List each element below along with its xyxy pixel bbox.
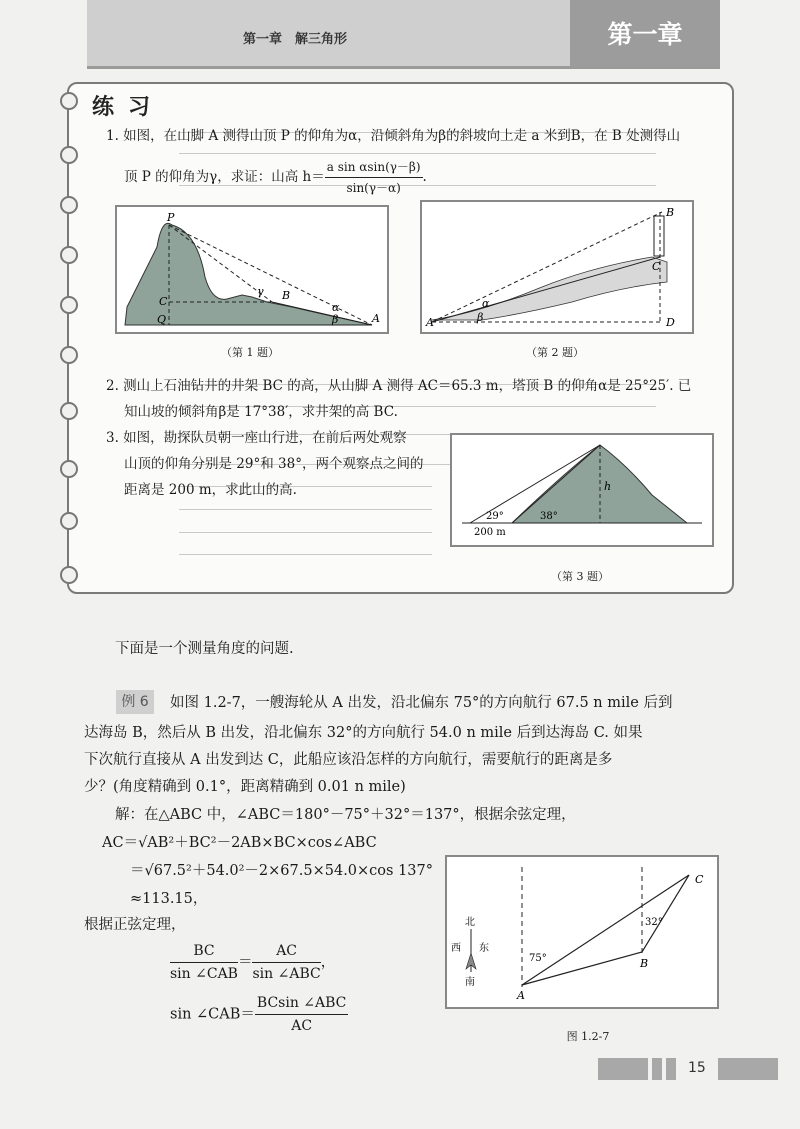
binder-ring-icon — [60, 460, 78, 478]
equation-substitution: ＝√67.5²＋54.0²－2×67.5×54.0×cos 137° — [130, 863, 434, 879]
compass-west: 西 — [451, 943, 461, 954]
label-Q: Q — [157, 313, 167, 326]
figure-3-caption: （第 3 题） — [551, 570, 609, 583]
equals-sign: ＝ — [237, 954, 253, 971]
height-formula — [325, 157, 423, 198]
label-32: 32° — [645, 917, 663, 928]
oil-derrick-diagram — [422, 202, 692, 332]
sin-cab-equation — [170, 992, 348, 1037]
label-B: B — [282, 289, 291, 302]
figure-1-2-7 — [445, 855, 719, 1009]
label-B: B — [666, 206, 675, 219]
label-gamma: γ — [257, 285, 264, 298]
question-1-line-2 — [124, 157, 427, 198]
sine-rule-equation — [170, 940, 335, 985]
question-1-text: 顶 P 的仰角为γ，求证：山高 h＝ — [124, 169, 325, 185]
fraction-numerator: BCsin ∠ABC — [255, 992, 349, 1015]
fraction-numerator: BC — [170, 940, 238, 963]
figure-2-caption: （第 2 题） — [526, 346, 584, 359]
label-A: A — [372, 312, 380, 325]
figure-3 — [450, 433, 714, 547]
fraction-denominator: sin ∠ABC — [252, 966, 321, 982]
label-75: 75° — [529, 953, 547, 964]
chapter-tab: 第一章 — [570, 0, 720, 66]
formula-numerator: a sin αsin(γ－β) — [325, 157, 423, 178]
example-6-line-2: 达海岛 B，然后从 B 出发，沿北偏东 32°的方向航行 54.0 n mile 后到达海岛 C. 如果 — [84, 725, 643, 741]
equation-lhs: sin ∠CAB＝ — [170, 1006, 255, 1023]
question-2-line-2: 知山坡的倾斜角β是 17°38′，求井架的高 BC. — [124, 404, 398, 420]
question-3-line-2: 山顶的仰角分别是 29°和 38°，两个观察点之间的 — [124, 456, 424, 472]
label-C: C — [652, 260, 661, 273]
formula-period: . — [422, 169, 427, 185]
binder-ring-icon — [60, 92, 78, 110]
binder-ring-icon — [60, 196, 78, 214]
comma: ， — [320, 954, 336, 971]
label-P: P — [167, 211, 175, 224]
mountain-slope-diagram — [117, 207, 387, 332]
binder-ring-icon — [60, 146, 78, 164]
label-beta: β — [332, 313, 339, 326]
label-29: 29° — [486, 511, 504, 522]
binder-ring-icon — [60, 246, 78, 264]
binder-ring-icon — [60, 512, 78, 530]
fraction-bcsin — [255, 992, 349, 1037]
formula-denominator: sin(γ－α) — [346, 181, 401, 195]
fraction-bc — [170, 940, 238, 985]
compass-east: 东 — [479, 943, 489, 954]
mountain-observation-diagram — [452, 435, 712, 545]
binder-ring-icon — [60, 296, 78, 314]
fraction-denominator: sin ∠CAB — [170, 966, 238, 982]
fraction-numerator: AC — [252, 940, 320, 963]
chapter-running-title: 第一章 解三角形 — [242, 32, 347, 47]
label-alpha: α — [332, 301, 340, 314]
example-6-tag: 例 6 — [116, 690, 154, 714]
label-D: D — [666, 316, 675, 329]
binder-ring-icon — [60, 566, 78, 584]
label-A: A — [517, 989, 525, 1002]
question-1-line-1: 1. 如图，在山脚 A 测得山顶 P 的仰角为α，沿倾斜角为β的斜坡向上走 a 米到B，在 B 处测得山 — [106, 128, 681, 144]
solution-line-1: 解：在△ABC 中，∠ABC＝180°－75°＋32°＝137°，根据余弦定理， — [115, 807, 576, 823]
binder-ring-icon — [60, 402, 78, 420]
figure-2 — [420, 200, 694, 334]
sine-rule-intro: 根据正弦定理， — [84, 917, 186, 933]
label-38: 38° — [540, 511, 558, 522]
label-C: C — [159, 295, 168, 308]
label-A: A — [426, 316, 434, 329]
example-6-line-1: 如图 1.2-7，一艘海轮从 A 出发，沿北偏东 75°的方向航行 67.5 n mile 后到 — [170, 695, 673, 711]
fraction-ac — [252, 940, 320, 985]
figure-1 — [115, 205, 389, 334]
label-alpha: α — [482, 297, 490, 310]
label-h: h — [604, 480, 612, 493]
equation-result: ≈113.15， — [130, 891, 208, 907]
intro-text: 下面是一个测量角度的问题. — [115, 641, 294, 657]
navigation-diagram — [447, 857, 717, 1007]
question-2-line-1: 2. 测山上石油钻井的井架 BC 的高，从山脚 A 测得 AC＝65.3 m，塔顶 B 的仰角α是 25°25′. 已 — [106, 378, 692, 394]
figure-1-2-7-caption: 图 1.2-7 — [566, 1030, 610, 1043]
label-200m: 200 m — [474, 527, 506, 538]
exercise-title: 练习 — [92, 95, 165, 120]
example-6-line-3: 下次航行直接从 A 出发到达 C，此船应该沿怎样的方向航行，需要航行的距离是多 — [84, 752, 613, 768]
figure-1-caption: （第 1 题） — [221, 346, 279, 359]
equation-cosine-rule: AC＝√AB²＋BC²－2AB×BC×cos∠ABC — [102, 835, 377, 851]
page-number: 15 — [688, 1060, 706, 1076]
compass-south: 南 — [465, 977, 475, 988]
label-B: B — [640, 957, 649, 970]
binder-ring-icon — [60, 346, 78, 364]
compass-north: 北 — [465, 917, 475, 928]
fraction-denominator: AC — [291, 1018, 313, 1034]
label-beta: β — [477, 311, 484, 324]
question-3-line-3: 距离是 200 m，求此山的高. — [124, 482, 297, 498]
compass-icon — [451, 916, 489, 988]
example-6-line-4: 少？(角度精确到 0.1°，距离精确到 0.01 n mile) — [84, 779, 406, 795]
question-3-line-1: 3. 如图，勘探队员朝一座山行进，在前后两处观察 — [106, 430, 407, 446]
label-C: C — [695, 873, 704, 886]
